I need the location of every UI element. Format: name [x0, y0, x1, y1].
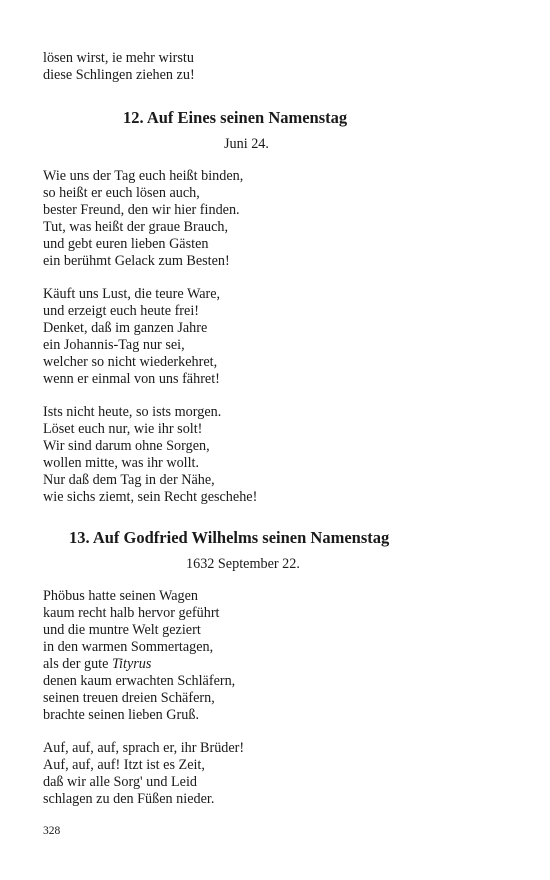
name-tityrus: Tityrus: [111, 656, 152, 672]
verse-line: Tut, was heißt der graue Brauch,: [43, 219, 229, 235]
poem-13-title: 13. Auf Godfried Wilhelms seinen Namenstag: [69, 528, 390, 547]
verse-line: so heißt er euch lösen auch,: [43, 185, 200, 201]
verse-line: und gebt euren lieben Gästen: [43, 236, 209, 252]
verse-line: bester Freund, den wir hier finden.: [43, 202, 240, 218]
verse-line: Ists nicht heute, so ists morgen.: [43, 404, 222, 420]
verse-line: seinen treuen dreien Schäfern,: [43, 690, 215, 706]
verse-line: Phöbus hatte seinen Wagen: [43, 588, 199, 604]
verse-line: denen kaum erwachten Schläfern,: [43, 673, 236, 689]
poem-12-stanza-2: [43, 286, 513, 388]
verse-line: Käuft uns Lust, die teure Ware,: [43, 286, 221, 302]
verse-line: in den warmen Sommertagen,: [43, 639, 214, 655]
poem-12-stanza-3: [43, 404, 513, 506]
verse-line: Auf, auf, auf, sprach er, ihr Brüder!: [43, 740, 245, 756]
verse-line: ein Johannis-Tag nur sei,: [43, 337, 185, 353]
verse-line: wenn er einmal von uns fähret!: [43, 371, 220, 387]
verse-line: daß wir alle Sorg' und Leid: [43, 774, 197, 790]
verse-line: und die muntre Welt geziert: [43, 622, 201, 638]
verse-line: Löset euch nur, wie ihr solt!: [43, 421, 203, 437]
verse-line: und erzeigt euch heute frei!: [43, 303, 199, 319]
poem-12-date: Juni 24.: [224, 136, 269, 152]
poem-13-stanza-1: [43, 588, 513, 724]
page-number: 328: [43, 825, 61, 837]
poem-12-title: 12. Auf Eines seinen Namenstag: [123, 108, 348, 127]
verse-line: ein berühmt Gelack zum Besten!: [43, 253, 230, 269]
verse-line: Wie uns der Tag euch heißt binden,: [43, 168, 244, 184]
poem-13-stanza-2: [43, 740, 513, 808]
stanza-continuation: [43, 50, 513, 84]
verse-line: lösen wirst, ie mehr wirstu: [43, 50, 194, 66]
verse-line: Wir sind darum ohne Sorgen,: [43, 438, 210, 454]
verse-line: wie sichs ziemt, sein Recht geschehe!: [43, 489, 258, 505]
verse-line: brachte seinen lieben Gruß.: [43, 707, 200, 723]
verse-line: schlagen zu den Füßen nieder.: [43, 791, 215, 807]
verse-line: kaum recht halb hervor geführt: [43, 605, 220, 621]
verse-line: [43, 656, 513, 673]
verse-line: Denket, daß im ganzen Jahre: [43, 320, 208, 336]
verse-line: welcher so nicht wiederkehret,: [43, 354, 218, 370]
verse-line: diese Schlingen ziehen zu!: [43, 67, 195, 83]
verse-line: Auf, auf, auf! Itzt ist es Zeit,: [43, 757, 205, 773]
verse-line: Nur daß dem Tag in der Nähe,: [43, 472, 215, 488]
verse-text: als der gute: [43, 656, 112, 672]
poem-13-date: 1632 September 22.: [186, 556, 300, 572]
poem-12-stanza-1: [43, 168, 513, 270]
verse-line: wollen mitte, was ihr wollt.: [43, 455, 200, 471]
